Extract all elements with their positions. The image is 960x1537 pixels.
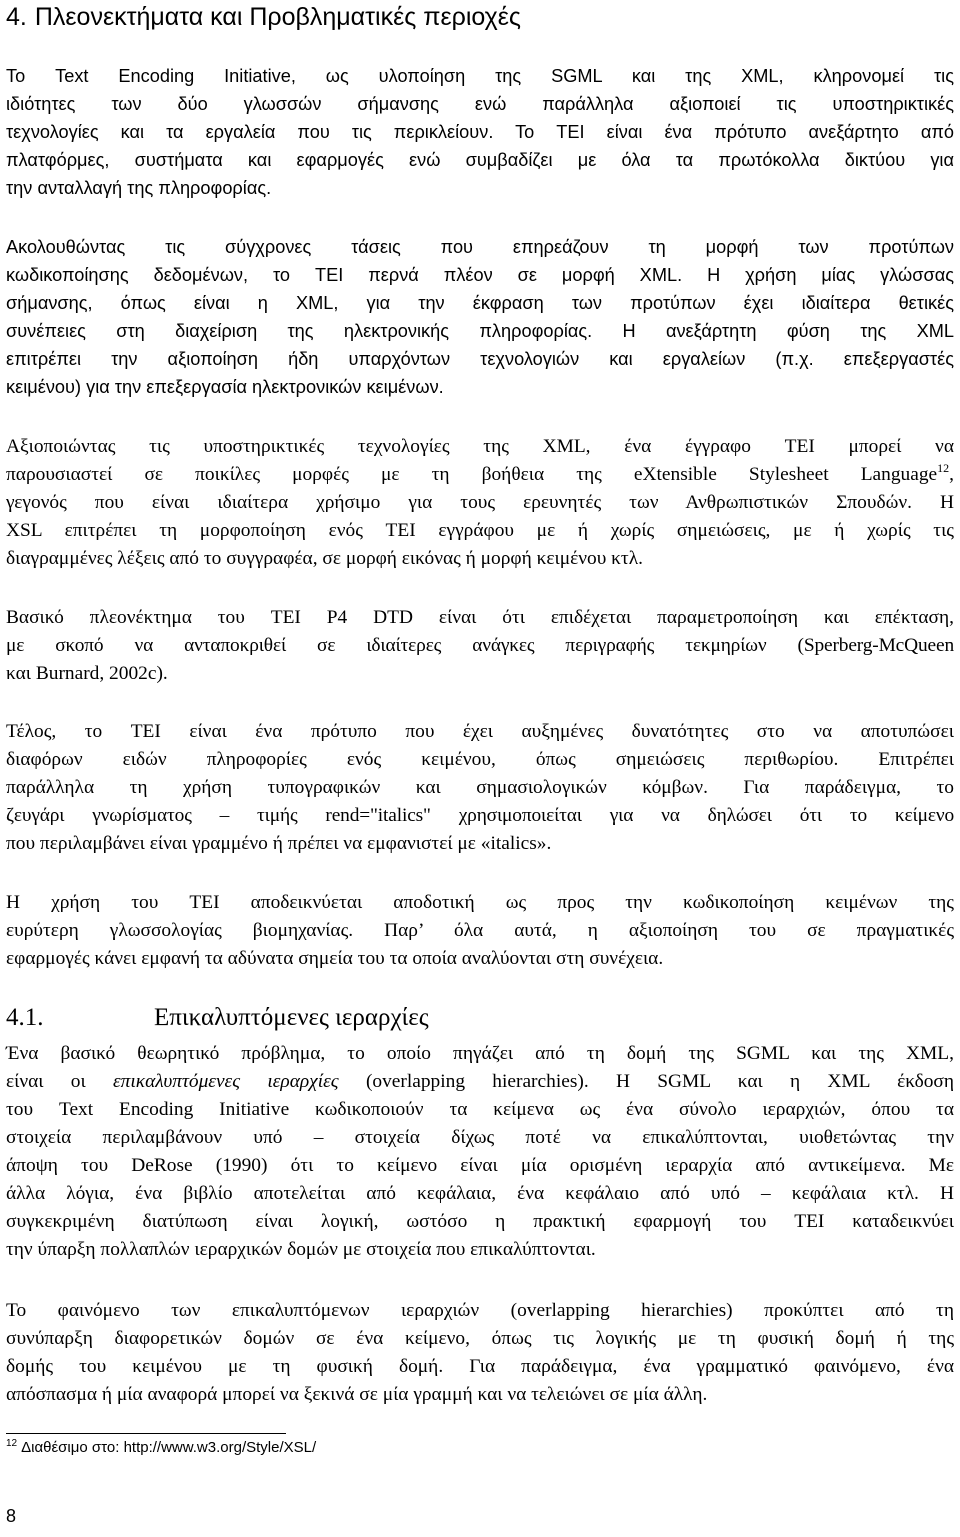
paragraph-line: Αξιοποιώντας τις υποστηρικτικές τεχνολογίες της XML, ένα έγγραφο TEI μπορεί να [6,436,954,457]
paragraph-line: ζευγάρι γνωρίσματος – τιμής rend="italics" χρησιμοποιείται για να δηλώσει ότι το κείμενο [6,805,954,826]
paragraph-line: Το Text Encoding Initiative, ως υλοποίηση της SGML και της XML, κληρονομεί τις [6,66,954,86]
footnote-mark: 12 [6,1438,18,1449]
paragraph-line: Ένα βασικό θεωρητικό πρόβλημα, το οποίο πηγάζει από τη δομή της SGML και της XML, [6,1043,954,1064]
paragraph-5 [6,718,954,858]
paragraph-line [6,1068,954,1096]
italic-term: επικαλυπτόμενες ιεραρχίες [113,1071,339,1092]
paragraph-line: παράλληλα τη χρήση τυπογραφικών και σημασιολογικών κόμβων. Για παράδειγμα, το [6,777,954,798]
paragraph-line [6,461,954,489]
paragraph-line: Βασικό πλεονέκτημα του TEI P4 DTD είναι ότι επιδέχεται παραμετροποίηση και επέκταση, [6,607,954,628]
paragraph-line: κωδικοποίησης δεδομένων, το TEI περνά πλέον σε μορφή XML. Η χρήση μίας γλώσσας [6,265,954,285]
paragraph-line: του Text Encoding Initiative κωδικοποιούν τα κείμενα ως ένα σύνολο ιεραρχιών, όπου τα [6,1099,954,1120]
paragraph-line: συνέπειες στη διαχείριση της ηλεκτρονικής πληροφορίας. Η ανεξάρτητη φύση της XML [6,321,954,341]
paragraph-line: και Burnard, 2002c). [6,663,168,684]
paragraph-line: κειμένου) για την επεξεργασία ηλεκτρονικών κειμένων. [6,377,444,397]
paragraph-line: την ανταλλαγή της πληροφορίας. [6,178,272,198]
footnote-text[interactable]: Διαθέσιμο στο: http://www.w3.org/Style/XSL/ [21,1439,317,1456]
paragraph-8 [6,1297,954,1409]
paragraph-6 [6,889,954,973]
paragraph-line: ιδιότητες των δύο γλωσσών σήμανσης ενώ παράλληλα αξιοποιεί τις υποστηρικτικές [6,94,954,114]
paragraph-line: συγκεκριμένη διατύπωση είναι λογική, ωστόσο η πρακτική εφαρμογή του TEI καταδεικνύει [6,1211,954,1232]
subsection-number: 4.1. [6,1004,44,1031]
paragraph-line: διαφόρων ειδών πληροφορίες ενός κειμένου, όπως σημειώσεις περιθωρίου. Επιτρέπει [6,749,954,770]
paragraph-line: τεχνολογίες και τα εργαλεία που τις περικλείουν. Το TEI είναι ένα πρότυπο ανεξάρτητο από [6,122,954,142]
paragraph-line: άλλα λόγια, ένα βιβλίο αποτελείται από κεφάλαια, ένα κεφάλαιο από υπό – κεφάλαια κτλ. Η [6,1183,954,1204]
paragraph-line: δομής του κειμένου με τη φυσική δομή. Για παράδειγμα, ένα γραμματικό φαινόμενο, ένα [6,1356,954,1377]
paragraph-line: γεγονός που είναι ιδιαίτερα χρήσιμο για τους ερευνητές των Ανθρωπιστικών Σπουδών. Η [6,492,954,513]
paragraph-line: εφαρμογές κάνει εμφανή τα αδύνατα σημεία του τα οποία αναλύονται στη συνέχεια. [6,948,664,969]
paragraph-line: συνύπαρξη διαφορετικών δομών σε ένα κείμενο, όπως τις λογικής με τη φυσική δομή ή της [6,1328,954,1349]
subsection-heading [6,1003,429,1033]
paragraph-line: με σκοπό να ανταποκριθεί σε ιδιαίτερες ανάγκες περιγραφής τεκμηρίων (Sperberg-McQueen [6,635,954,656]
paragraph-7 [6,1040,954,1264]
paragraph-line: άποψη του DeRose (1990) ότι το κείμενο είναι μία ορισμένη ιεραρχία από αντικείμενα. Με [6,1155,954,1176]
paragraph-line: πλατφόρμες, συστήματα και εφαρμογές ενώ συμβαδίζει με όλα τα πρωτόκολλα δικτύου για [6,150,954,170]
paragraph-line-text: (overlapping hierarchies). Η SGML και η XML έκδοση [365,1071,955,1092]
paragraph-line: διαγραμμένες λέξεις από το συγγραφέα, σε μορφή εικόνας ή μορφή κειμένου κτλ. [6,548,643,569]
paragraph-line: Ακολουθώντας τις σύγχρονες τάσεις που επηρεάζουν τη μορφή των προτύπων [6,237,954,257]
paragraph-line: επιτρέπει την αξιοποίηση ήδη υπαρχόντων τεχνολογιών και εργαλείων (π.χ. επεξεργαστές [6,349,954,369]
paragraph-line: σήμανσης, όπως είναι η XML, για την έκφραση των προτύπων έχει ιδιαίτερα θετικές [6,293,954,313]
footnote-reference[interactable]: 12 [937,461,950,475]
section-number: 4. [6,3,27,31]
paragraph-line-tail: , [949,464,954,485]
paragraph-2 [6,233,954,401]
paragraph-line-text: είναι οι [6,1071,86,1092]
subsection-title: Επικαλυπτόμενες ιεραρχίες [154,1004,429,1031]
paragraph-line: που περιλαμβάνει είναι γραμμένο ή πρέπει να εμφανιστεί με «italics». [6,833,552,854]
paragraph-line: Η χρήση του TEI αποδεικνύεται αποδοτική ως προς την κωδικοποίηση κειμένων της [6,892,954,913]
section-title: Πλεονεκτήματα και Προβληματικές περιοχές [34,3,521,31]
paragraph-line: την ύπαρξη πολλαπλών ιεραρχικών δομών με στοιχεία που επικαλύπτονται. [6,1239,596,1260]
paragraph-line: Τέλος, το TEI είναι ένα πρότυπο που έχει αυξημένες δυνατότητες στο να αποτυπώσει [6,721,954,742]
paragraph-line-text: παρουσιαστεί σε ποικίλες μορφές με τη βοήθεια της eXtensible Stylesheet Language [6,464,938,485]
footnote [6,1438,316,1460]
paragraph-1 [6,62,954,202]
section-heading [6,2,521,32]
paragraph-line: απόσπασμα ή μία αναφορά μπορεί να ξεκινά σε μία γραμμή και να τελειώνει σε μία άλλη. [6,1384,708,1405]
paragraph-4 [6,604,954,688]
footnote-divider [6,1433,286,1434]
paragraph-3 [6,433,954,573]
paragraph-line: ευρύτερη γλωσσολογίας βιομηχανίας. Παρ’ όλα αυτά, η αξιοποίηση του σε πραγματικές [6,920,954,941]
paragraph-line: Το φαινόμενο των επικαλυπτόμενων ιεραρχιών (overlapping hierarchies) προκύπτει από τη [6,1300,954,1321]
paragraph-line: XSL επιτρέπει τη μορφοποίηση ενός TEI εγγράφου με ή χωρίς σημειώσεις, με ή χωρίς τις [6,520,954,541]
page-number: 8 [6,1506,17,1526]
paragraph-line: στοιχεία περιλαμβάνουν υπό – στοιχεία δίχως ποτέ να επικαλύπτονται, υιοθετώντας την [6,1127,954,1148]
